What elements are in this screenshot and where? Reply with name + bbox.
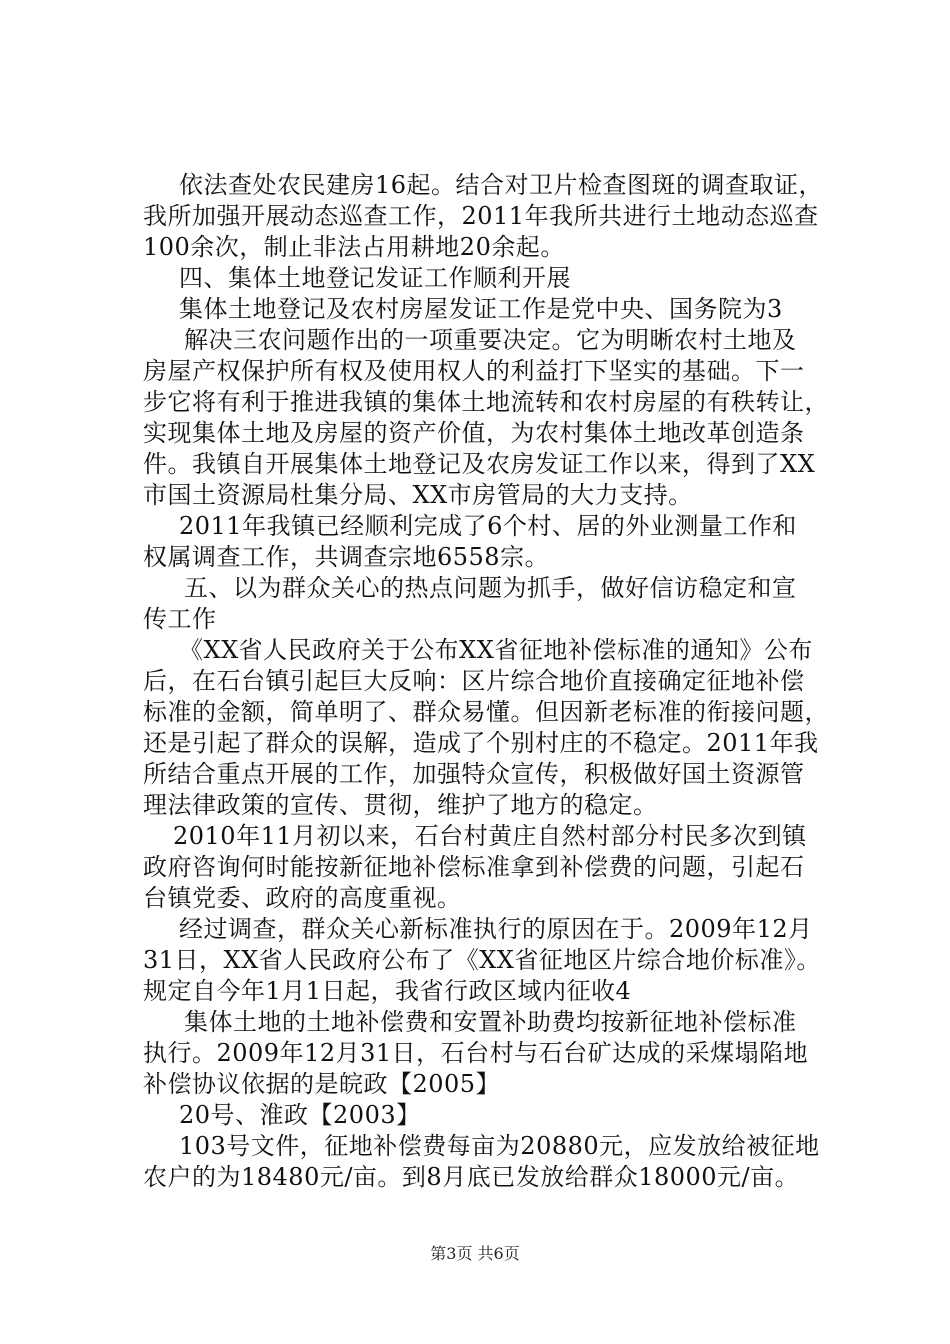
text-line: 理法律政策的宣传、贯彻，维护了地方的稳定。 — [143, 791, 658, 819]
text-line: 31日，XX省人民政府公布了《XX省征地区片综合地价标准》。 — [143, 946, 821, 974]
text-line: 集体土地登记及农村房屋发证工作是党中央、国务院为3 — [179, 295, 783, 323]
text-line: 市国土资源局杜集分局、XX市房管局的大力支持。 — [143, 481, 693, 509]
text-line: 步它将有利于推进我镇的集体土地流转和农村房屋的有秩转让， — [143, 388, 829, 416]
section-heading: 四、集体土地登记发证工作顺利开展 — [179, 264, 571, 292]
section-heading: 五、以为群众关心的热点问题为抓手，做好信访稳定和宣 — [184, 574, 797, 602]
text-line: 100余次，制止非法占用耕地20余起。 — [143, 233, 565, 261]
page-footer: 第3页 共6页 — [430, 1244, 520, 1263]
text-line: 经过调查，群众关心新标准执行的原因在于。2009年12月 — [179, 915, 813, 943]
text-line: 集体土地的土地补偿费和安置补助费均按新征地补偿标准 — [184, 1008, 797, 1036]
text-line: 2011年我镇已经顺利完成了6个村、居的外业测量工作和 — [179, 512, 797, 540]
text-line: 还是引起了群众的误解，造成了个别村庄的不稳定。2011年我 — [143, 729, 819, 757]
text-line: 政府咨询何时能按新征地补偿标准拿到补偿费的问题，引起石 — [143, 853, 805, 881]
text-line: 依法查处农民建房16起。结合对卫片检查图斑的调查取证， — [179, 171, 824, 199]
text-line: 我所加强开展动态巡查工作，2011年我所共进行土地动态巡查 — [143, 202, 819, 230]
text-line: 补偿协议依据的是皖政【2005】 — [143, 1070, 501, 1098]
section-heading-continued: 传工作 — [143, 605, 217, 633]
text-line: 台镇党委、政府的高度重视。 — [143, 884, 462, 912]
text-line: 实现集体土地及房屋的资产价值，为农村集体土地改革创造条 — [143, 419, 805, 447]
text-line: 后，在石台镇引起巨大反响：区片综合地价直接确定征地补偿 — [143, 667, 805, 695]
text-line: 权属调查工作，共调查宗地6558宗。 — [143, 543, 550, 571]
text-line: 解决三农问题作出的一项重要决定。它为明晰农村土地及 — [184, 326, 797, 354]
text-line: 103号文件，征地补偿费每亩为20880元，应发放给被征地 — [179, 1132, 820, 1160]
text-line: 执行。2009年12月31日，石台村与石台矿达成的采煤塌陷地 — [143, 1039, 809, 1067]
text-line: 件。我镇自开展集体土地登记及农房发证工作以来，得到了XX — [143, 450, 816, 478]
text-line: 所结合重点开展的工作，加强特众宣传，积极做好国土资源管 — [143, 760, 805, 788]
text-line: 农户的为18480元/亩。到8月底已发放给群众18000元/亩。 — [143, 1163, 800, 1191]
text-line: 规定自今年1月1日起，我省行政区域内征收4 — [143, 977, 632, 1005]
text-line: 2010年11月初以来，石台村黄庄自然村部分村民多次到镇 — [173, 822, 807, 850]
text-line: 《XX省人民政府关于公布XX省征地补偿标准的通知》公布 — [179, 636, 813, 664]
text-line: 房屋产权保护所有权及使用权人的利益打下坚实的基础。下一 — [143, 357, 805, 385]
text-line: 标准的金额，简单明了、群众易懂。但因新老标准的衔接问题， — [143, 698, 829, 726]
text-line: 20号、淮政【2003】 — [179, 1101, 421, 1129]
document-body — [143, 170, 843, 1193]
